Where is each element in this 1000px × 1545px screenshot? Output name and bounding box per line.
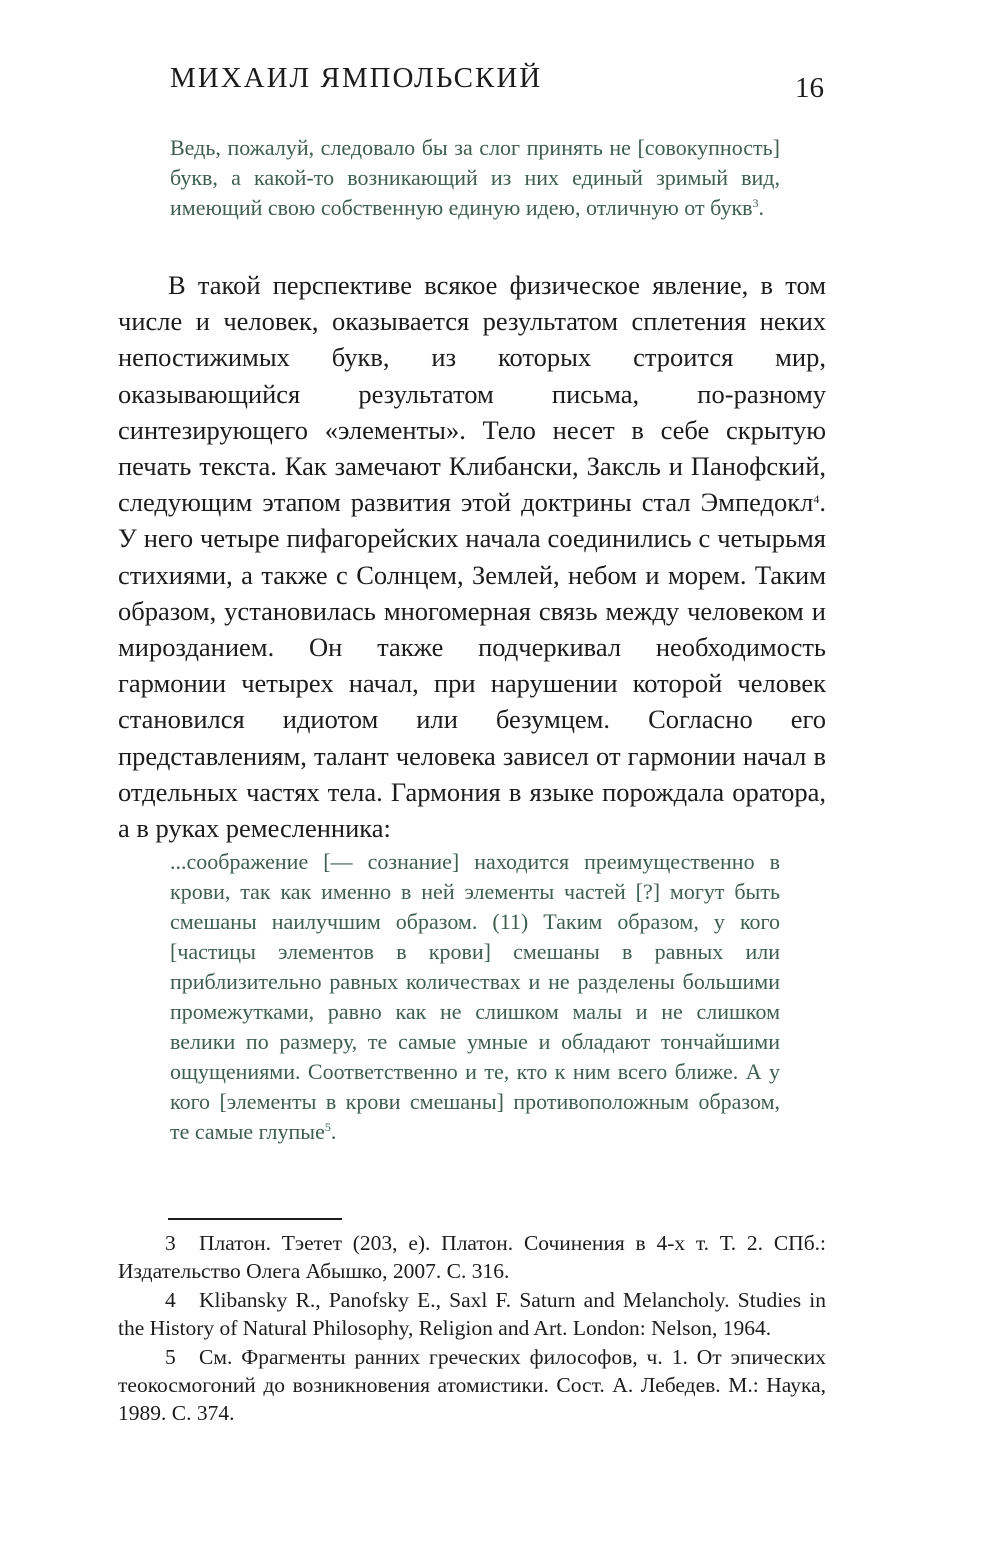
footnote-text: Платон. Тэетет (203, е). Платон. Сочинения в 4-х т. Т. 2. СПб.: Издательство Олега Абышко, 2007. С. 316. bbox=[118, 1231, 826, 1283]
block-quote-1: Ведь, пожалуй, следовало бы за слог принять не [совокупность] букв, а какой-то возникающий из них единый зримый вид, имеющий свою собственную единую идею, отличную от букв$^3$. bbox=[170, 135, 780, 220]
body-text-part-1: В такой перспективе всякое физическое явление, в том числе и человек, оказывается результатом сплетения неких непостижимых букв, из которых строится мир, оказывающийся результатом письма, по-разному синтезирующего «элементы». Тело несет в себе скрытую печать текста. Как замечают Клибански, Заксль и Панофский, следующим этапом развития этой доктрины стал Эмпедокл bbox=[118, 270, 826, 518]
quote-1-text: Ведь, пожалуй, следовало бы за слог принять не [совокупность] букв, а какой-то возникающий из них единый зримый вид, имеющий свою собственную единую идею, отличную от букв bbox=[170, 135, 780, 220]
footnote-number: 4 bbox=[165, 1288, 176, 1312]
footnote-ref-3[interactable]: 3 bbox=[752, 196, 759, 210]
footnote-number: 5 bbox=[165, 1345, 176, 1369]
paragraph bbox=[118, 267, 826, 846]
quote-2-text: ...соображение [— сознание] находится преимущественно в крови, так как именно в ней элементы частей [?] могут быть смешаны наилучшим образом. (11) Таким образом, у кого [частицы элементов в крови] смешаны в равных или приблизительно равных количествах и не разделены большими промежутками, равно как не слишком малы и не слишком велики по размеру, те самые умные и обладают тончайшими ощущениями. Соответственно и те, кто к ним всего ближе. А у кого [элементы в крови смешаны] противоположным образом, те самые глупые bbox=[170, 849, 780, 1144]
footnote-text: Klibansky R., Panofsky E., Saxl F. Saturn and Melancholy. Studies in the History of Natural Philosophy, Religion and Art. London: Nelson, 1964. bbox=[118, 1288, 826, 1340]
page-number: 16 bbox=[795, 72, 824, 104]
footnote-number: 3 bbox=[165, 1231, 176, 1255]
block-quote-2 bbox=[170, 847, 780, 1147]
body-paragraph bbox=[118, 267, 826, 846]
footnote-text: См. Фрагменты ранних греческих философов, ч. 1. От эпических теокосмогоний до возникновения атомистики. Сост. А. Лебедев. М.: Наука, 1989. С. 374. bbox=[118, 1345, 826, 1425]
running-head: МИХАИЛ ЯМПОЛЬСКИЙ bbox=[170, 62, 543, 94]
footnote-3 bbox=[118, 1229, 826, 1285]
footnote-ref-5[interactable]: 5 bbox=[324, 1120, 331, 1134]
footnotes bbox=[118, 1229, 826, 1428]
footnote-ref-4[interactable]: 4 bbox=[813, 492, 820, 507]
body-text-part-2: . У него четыре пифагорейских начала соединились с четырьмя стихиями, а также с Солнцем, Землей, небом и морем. Таким образом, установилась многомерная связь между человеком и мирозданием. Он также подчеркивал необходимость гармонии четырех начал, при нарушении которой человек становился идиотом или безумцем. Согласно его представлениям, талант человека зависел от гармонии начал в отдельных частях тела. Гармония в языке порождала оратора, а в руках ремесленника: bbox=[118, 487, 826, 844]
footnote-4 bbox=[118, 1286, 826, 1342]
quote-2-end: . bbox=[330, 1119, 337, 1144]
footnote-5 bbox=[118, 1343, 826, 1427]
footnote-separator bbox=[168, 1218, 342, 1220]
quote-2-paragraph bbox=[170, 847, 780, 1147]
